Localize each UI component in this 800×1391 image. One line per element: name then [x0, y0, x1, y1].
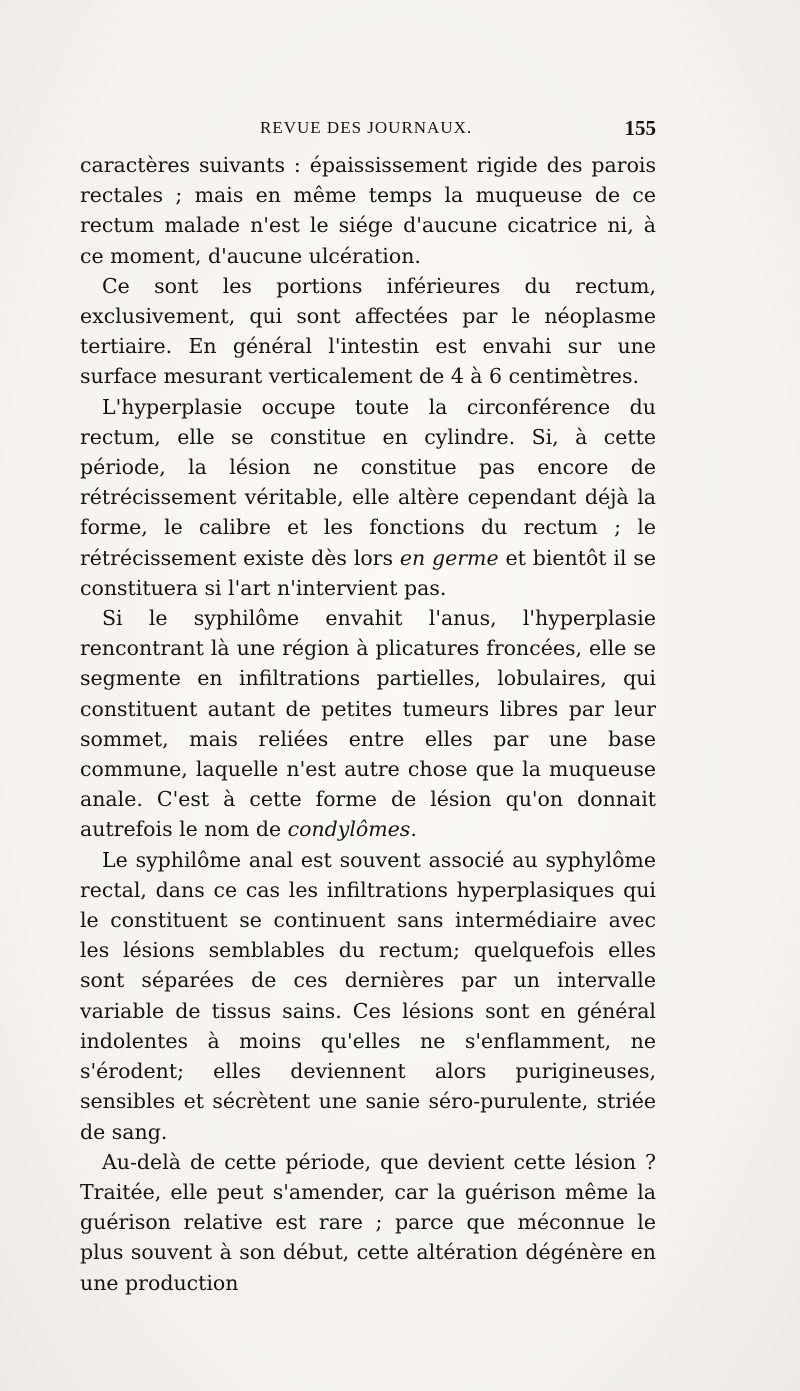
paragraph-2-text: Ce sont les portions inférieures du rectum, exclusivement, qui sont affectées par le néoplasme tertiaire. En général l'intestin est envahi sur une surface mesurant verticalement de 4 à 6 centimètres. [80, 273, 656, 389]
paragraph-2 [80, 271, 656, 392]
running-title: REVUE DES JOURNAUX. [260, 118, 473, 137]
paragraph-4-text: Si le syphilôme envahit l'anus, l'hyperplasie rencontrant là une région à plicatures froncées, elle se segmente en infiltrations partielles, lobulaires, qui constituent autant de petites tumeurs libres par leur sommet, mais reliées entre elles par une base commune, laquelle n'est autre chose que la muqueuse anale. C'est à cette forme de lésion qu'on donnait autrefois le nom de [80, 606, 656, 842]
paragraph-1 [80, 150, 656, 271]
paragraph-3-text: L'hyperplasie occupe toute la circonférence du rectum, elle se constitue en cylindre. Si, à cette période, la lésion ne constitue pas encore de rétrécissement véritable, elle altère cependant déjà la forme, le calibre et les fonctions du rectum ; le rétrécissement existe dès lors [80, 394, 656, 570]
paragraph-4-text-end: . [410, 817, 417, 842]
paragraph-5-text: Le syphilôme anal est souvent associé au syphylôme rectal, dans ce cas les infiltrations hyperplasiques qui le constituent se continuent sans intermédiaire avec les lésions semblables du rectum; quelquefois elles sont séparées de ces dernières par un intervalle variable de tissus sains. Ces lésions sont en général indolentes à moins qu'elles ne s'enflamment, ne s'érodent; elles deviennent alors purigineuses, sensibles et sécrètent une sanie séro-purulente, striée de sang. [80, 847, 656, 1144]
paragraph-6-text: Au-delà de cette période, que devient cette lésion ? Traitée, elle peut s'amender, car la guérison même la guérison relative est rare ; parce que méconnue le plus souvent à son début, cette altération dégénère en une production [80, 1149, 656, 1295]
page-number: 155 [624, 116, 656, 140]
paragraph-3-italic: en germe [399, 545, 499, 570]
paragraph-6 [80, 1147, 656, 1298]
paragraph-5 [80, 845, 656, 1147]
paragraph-4-italic: condylômes [287, 817, 411, 842]
paragraph-3 [80, 392, 656, 603]
running-head [80, 118, 656, 146]
paragraph-1-text: caractères suivants : épaississement rigide des parois rectales ; mais en même temps la muqueuse de ce rectum malade n'est le siége d'aucune cicatrice ni, à ce moment, d'aucune ulcération. [80, 153, 656, 268]
paragraph-3-text-end: et bientôt il se constituera si l'art n'intervient pas. [80, 545, 656, 600]
body-text [80, 150, 656, 1298]
paragraph-4 [80, 603, 656, 845]
